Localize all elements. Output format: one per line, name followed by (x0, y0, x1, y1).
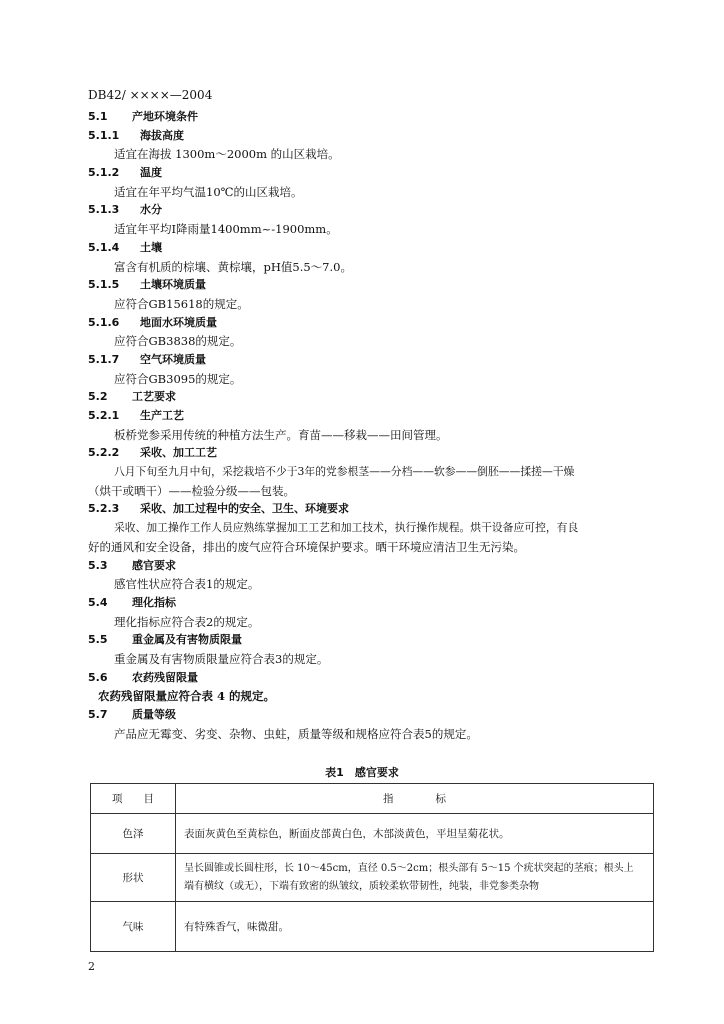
section-heading: 5.7 质量等级 (88, 708, 176, 721)
table-header-item: 项 目 (91, 784, 176, 814)
section-heading: 5.2 工艺要求 (88, 390, 176, 404)
sensory-requirements-table (90, 783, 654, 952)
section-heading: 5.3 感官要求 (88, 558, 176, 572)
section-text: （烘干或晒干）——检验分级——包装。 (88, 483, 295, 498)
table-cell-value: 有特殊香气，味微甜。 (176, 902, 654, 952)
section-text: 理化指标应符合表2的规定。 (114, 614, 260, 629)
section-text: 适宜在海拔 1300m～2000m 的山区栽培。 (114, 147, 340, 162)
table-cell-value: 表面灰黄色至黄棕色，断面皮部黄白色，木部淡黄色，平坦呈菊花状。 (176, 814, 654, 854)
section-heading: 5.1.1 海拔高度 (88, 128, 184, 142)
table-cell-value-line: 呈长圆锥或长圆柱形，长 10～45cm，直径 0.5～2cm；根头部有 5～15 个疣状突起的茎痕；根头上 (184, 862, 634, 874)
document-id: DB42/ ××××—2004 (88, 88, 213, 102)
section-text: 采收、加工操作工作人员应熟练掌握加工工艺和加工技术，执行操作规程。烘干设备应可控，有良 (114, 521, 579, 535)
section-text: 八月下旬至九月中旬，采挖栽培不少于3年的党参根茎——分档——软参——倒胚——揉搓—干燥 (114, 465, 575, 479)
section-text: 应符合GB3838的规定。 (114, 334, 242, 349)
page-number: 2 (88, 960, 95, 973)
section-text: 农药残留限量应符合表 4 的规定。 (98, 689, 276, 704)
table-cell-item: 色泽 (91, 814, 176, 854)
section-text: 富含有机质的棕壤、黄棕壤，pH值5.5～7.0。 (114, 259, 352, 274)
section-heading: 5.2.3 采收、加工过程中的安全、卫生、环境要求 (88, 502, 349, 516)
section-text: 板桥党参采用传统的种植方法生产。育苗——移栽——田间管理。 (114, 427, 448, 442)
section-heading: 5.4 理化指标 (88, 595, 176, 609)
table-header-index: 指 标 (176, 784, 654, 814)
section-heading: 5.6 农药残留限量 (88, 670, 198, 684)
section-text: 适宜在年平均气温10℃的山区栽培。 (114, 184, 303, 199)
section-heading: 5.1.4 土壤 (88, 240, 162, 254)
section-heading: 5.1.2 温度 (88, 166, 162, 180)
section-text: 重金属及有害物质限量应符合表3的规定。 (114, 651, 329, 666)
table-cell-item: 气味 (91, 902, 176, 952)
section-text: 好的通风和安全设备，排出的废气应符合环境保护要求。晒干环境应清洁卫生无污染。 (88, 539, 525, 554)
table-cell-value (176, 854, 654, 902)
section-text: 适宜年平均Ⅰ降雨量1400mm~-1900mm。 (114, 222, 338, 237)
section-heading: 5.1.7 空气环境质量 (88, 352, 206, 366)
table-cell-value-line: 端有横纹（或无），下端有致密的纵皱纹，质较柔软带韧性，纯装，非党参类杂物 (184, 880, 539, 892)
section-heading: 5.1.3 水分 (88, 203, 162, 217)
table-header-row (91, 784, 654, 814)
section-text: 应符合GB15618的规定。 (114, 296, 249, 311)
table-row (91, 854, 654, 902)
table-row (91, 902, 654, 952)
section-text: 应符合GB3095的规定。 (114, 371, 242, 386)
section-text: 感官性状应符合表1的规定。 (114, 577, 260, 592)
section-heading: 5.2.2 采收、加工工艺 (88, 446, 217, 460)
document-body (88, 108, 658, 743)
table-caption: 表1 感官要求 (325, 766, 399, 779)
section-heading: 5.5 重金属及有害物质限量 (88, 633, 242, 647)
section-text: 产品应无霉变、劣变、杂物、虫蛀，质量等级和规格应符合表5的规定。 (114, 726, 478, 741)
section-heading: 5.2.1 生产工艺 (88, 409, 184, 422)
section-heading: 5.1.5 土壤环境质量 (88, 278, 206, 292)
section-heading: 5.1 产地环境条件 (88, 110, 198, 123)
table-cell-item: 形状 (91, 854, 176, 902)
table-row (91, 814, 654, 854)
section-heading: 5.1.6 地面水环境质量 (88, 315, 217, 329)
